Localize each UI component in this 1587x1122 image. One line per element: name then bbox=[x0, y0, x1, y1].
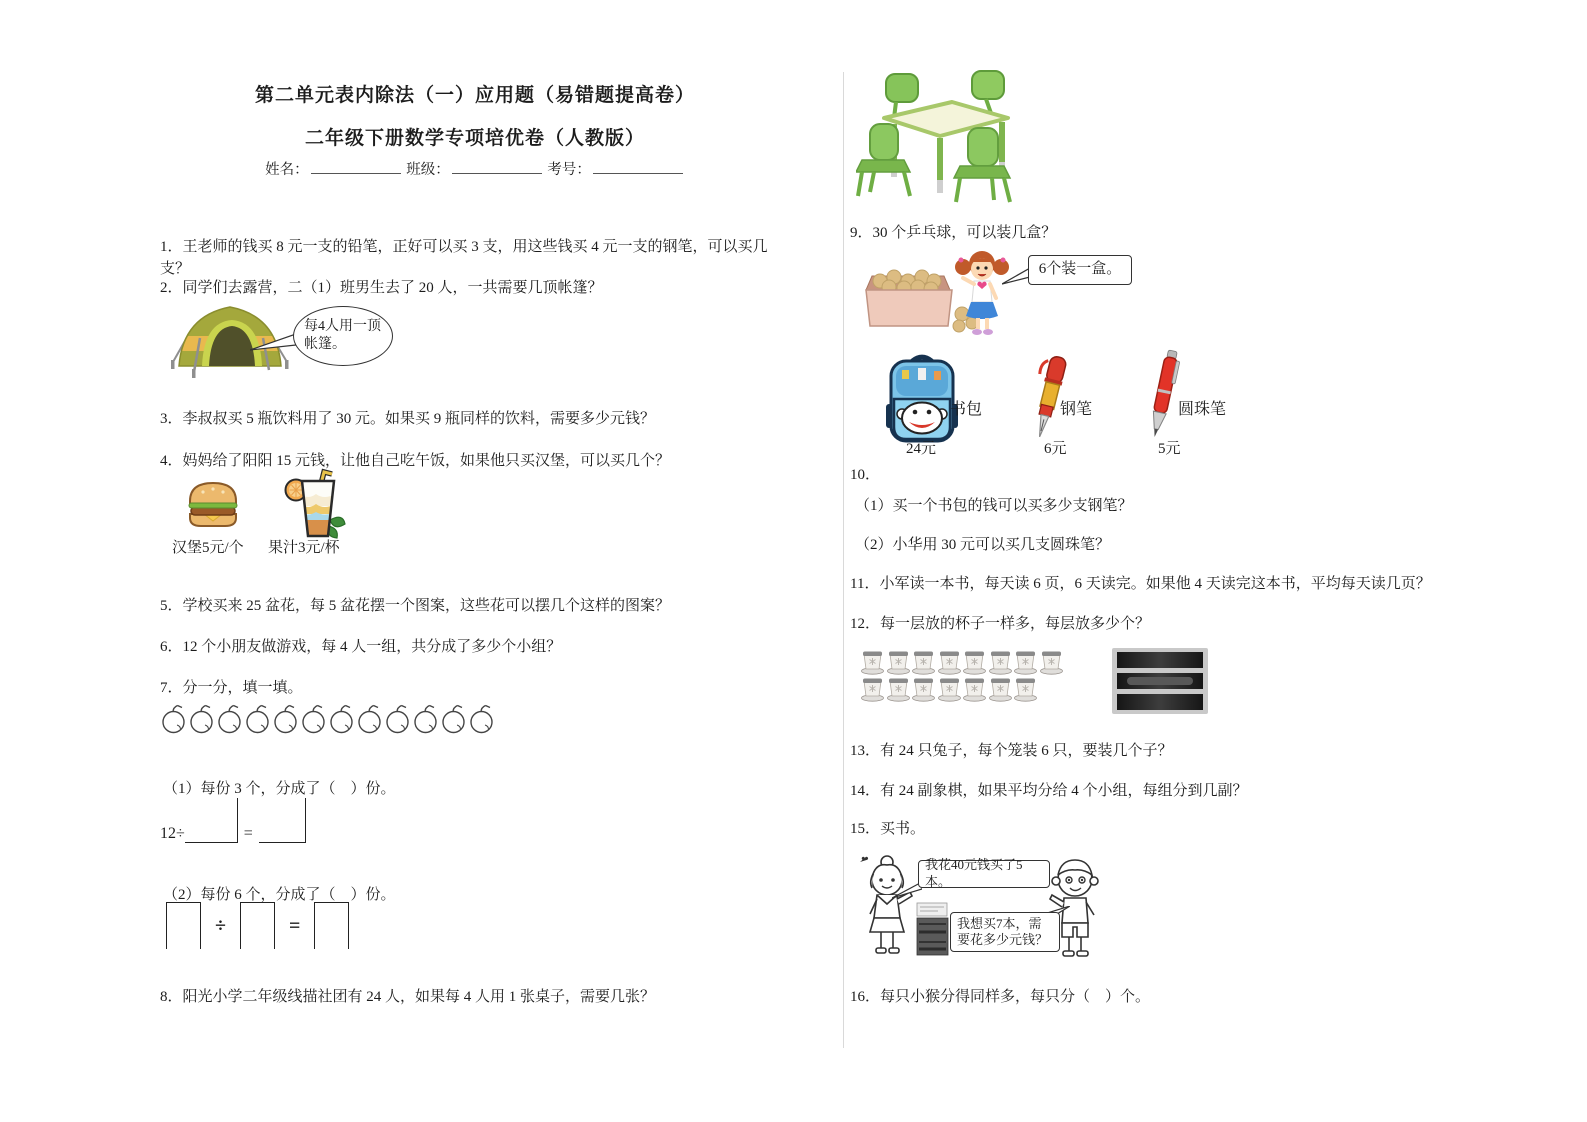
teacup-icon bbox=[937, 675, 962, 702]
worksheet-title-line2: 二年级下册数学专项培优卷（人教版） bbox=[304, 128, 645, 149]
apple-icon bbox=[272, 703, 299, 735]
teacup-icon bbox=[911, 675, 936, 702]
apple-icon bbox=[468, 703, 495, 735]
worksheet-title-line1: 第二单元表内除法（一）应用题（易错题提高卷） bbox=[254, 85, 695, 106]
teacup-icon bbox=[988, 675, 1013, 702]
books-illustration bbox=[916, 902, 950, 956]
question-6: 6．12 个小朋友做游戏，每 4 人一组，共分成了多少个小组？ bbox=[160, 639, 562, 655]
equals-sign: = bbox=[243, 825, 253, 842]
answer-blank bbox=[185, 798, 238, 843]
burger-price-label: 汉堡5元/个 bbox=[172, 540, 244, 556]
tent-speech-bubble: 每4人用一顶帐篷。 bbox=[293, 306, 393, 366]
table-chairs-illustration bbox=[856, 66, 1026, 208]
question-9: 9．30 个乒乓球，可以装几盒？ bbox=[850, 225, 1057, 241]
teacup-icon bbox=[962, 648, 987, 675]
question-8: 8．阳光小学二年级线描社团有 24 人，如果每 4 人用 1 张桌子，需要几张？ bbox=[160, 989, 656, 1005]
question-10-sub1: （1）买一个书包的钱可以买多少支钢笔？ bbox=[855, 498, 1133, 514]
shelf-illustration bbox=[1112, 648, 1208, 714]
apples-row bbox=[160, 703, 496, 735]
apple-icon bbox=[412, 703, 439, 735]
question-14: 14．有 24 副象棋，如果平均分给 4 个小组，每组分到几副？ bbox=[850, 783, 1248, 799]
equals-sign: = bbox=[288, 914, 301, 937]
question-2: 2．同学们去露营，二（1）班男生去了 20 人，一共需要几顶帐篷？ bbox=[160, 280, 603, 296]
column-divider bbox=[843, 72, 844, 1048]
divide-sign: ÷ bbox=[215, 914, 226, 937]
cups-grid bbox=[860, 648, 1064, 702]
juice-icon bbox=[282, 468, 348, 540]
question-3: 3．李叔叔买 5 瓶饮料用了 30 元。如果买 9 瓶同样的饮料，需要多少元钱？ bbox=[160, 411, 656, 427]
apple-icon bbox=[440, 703, 467, 735]
cups-row-1 bbox=[860, 648, 1064, 675]
name-blank bbox=[311, 158, 401, 174]
ballpoint-pen-label: 圆珠笔 bbox=[1178, 401, 1227, 418]
apple-icon bbox=[216, 703, 243, 735]
apple-icon bbox=[188, 703, 215, 735]
question-11: 11．小军读一本书，每天读 6 页，6 天读完。如果他 4 天读完这本书，平均每天读几页？ bbox=[850, 576, 1431, 592]
ballpoint-pen-price: 5元 bbox=[1158, 441, 1181, 457]
apple-icon bbox=[384, 703, 411, 735]
question-7: 7．分一分，填一填。 bbox=[160, 680, 303, 696]
fountain-pen-price: 6元 bbox=[1044, 441, 1067, 457]
question-1: 1．王老师的钱买 8 元一支的铅笔，正好可以买 3 支，用这些钱买 4 元一支的钢笔，可以买几支？ bbox=[160, 239, 768, 277]
student-info-row bbox=[160, 158, 790, 179]
apple-icon bbox=[160, 703, 187, 735]
answer-box bbox=[314, 902, 349, 949]
fountain-pen-label: 钢笔 bbox=[1060, 401, 1093, 418]
teacup-icon bbox=[962, 675, 987, 702]
question-15: 15．买书。 bbox=[850, 821, 926, 837]
answer-box bbox=[240, 902, 275, 949]
expression-prefix: 12÷ bbox=[160, 825, 185, 842]
teacup-icon bbox=[937, 648, 962, 675]
boy-speech-bubble: 我想买7本，需要花多少元钱？ bbox=[950, 912, 1060, 952]
pingpong-bubble-pointer bbox=[1002, 266, 1030, 286]
girl-speech-bubble: 我花40元钱买了5本。 bbox=[918, 860, 1050, 888]
division-box-equation bbox=[166, 902, 349, 949]
class-blank bbox=[452, 158, 542, 174]
backpack-label: 书包 bbox=[950, 401, 983, 418]
teacup-icon bbox=[1013, 675, 1038, 702]
teacup-icon bbox=[886, 675, 911, 702]
teacup-icon bbox=[1039, 648, 1064, 675]
teacup-icon bbox=[860, 675, 885, 702]
girl-illustration bbox=[953, 248, 1011, 336]
teacup-icon bbox=[911, 648, 936, 675]
juice-price-label: 果汁3元/杯 bbox=[268, 540, 340, 556]
exam-no-blank bbox=[593, 158, 683, 174]
apple-icon bbox=[300, 703, 327, 735]
class-label: 班级： bbox=[406, 162, 450, 178]
answer-blank bbox=[259, 798, 306, 843]
question-12: 12．每一层放的杯子一样多，每层放多少个？ bbox=[850, 616, 1151, 632]
question-10-sub2: （2）小华用 30 元可以买几支圆珠笔？ bbox=[855, 537, 1111, 553]
tent-bubble-pointer bbox=[250, 332, 296, 354]
teacup-icon bbox=[886, 648, 911, 675]
division-expression-blanks bbox=[160, 798, 306, 843]
hamburger-icon bbox=[184, 477, 242, 531]
answer-box bbox=[166, 902, 201, 949]
teacup-icon bbox=[988, 648, 1013, 675]
question-4: 4．妈妈给了阳阳 15 元钱，让他自己吃午饭，如果他只买汉堡，可以买几个？ bbox=[160, 453, 671, 469]
question-10: 10． bbox=[850, 467, 881, 483]
question-7-sub2: （2）每份 6 个，分成了（ ）份。 bbox=[163, 887, 396, 903]
question-16: 16．每只小猴分得同样多，每只分（ ）个。 bbox=[850, 989, 1151, 1005]
backpack-icon bbox=[886, 352, 958, 446]
ballpoint-pen-icon bbox=[1144, 348, 1184, 442]
pingpong-speech-bubble: 6个装一盒。 bbox=[1028, 255, 1132, 285]
question-7-sub1: （1）每份 3 个，分成了（ ）份。 bbox=[163, 781, 396, 797]
question-5: 5．学校买来 25 盆花，每 5 盆花摆一个图案，这些花可以摆几个这样的图案？ bbox=[160, 598, 671, 614]
question-13: 13．有 24 只兔子，每个笼装 6 只，要装几个子？ bbox=[850, 743, 1173, 759]
backpack-price: 24元 bbox=[906, 441, 937, 457]
teacup-icon bbox=[860, 648, 885, 675]
teacup-icon bbox=[1013, 648, 1038, 675]
apple-icon bbox=[328, 703, 355, 735]
exam-no-label: 考号： bbox=[547, 162, 591, 178]
apple-icon bbox=[244, 703, 271, 735]
girl-line-art bbox=[854, 852, 920, 960]
apple-icon bbox=[356, 703, 383, 735]
name-label: 姓名： bbox=[265, 162, 309, 178]
cups-row-2 bbox=[860, 675, 1064, 702]
